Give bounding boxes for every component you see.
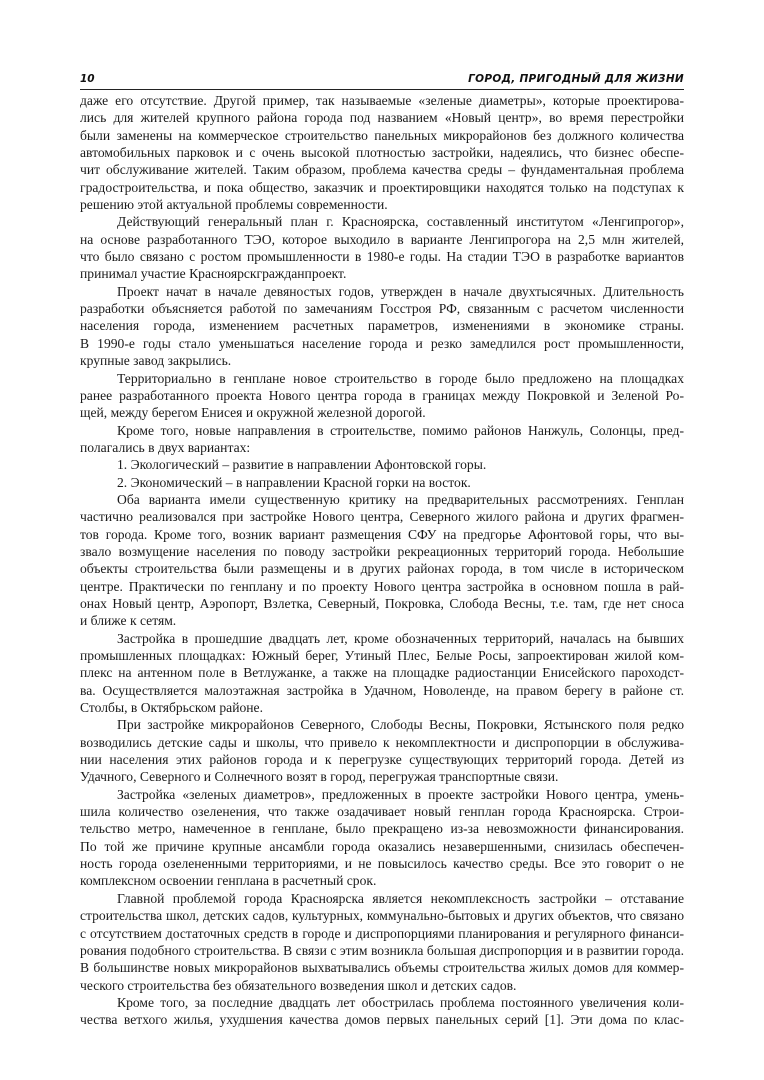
text-line: автомобильных парковок и с очень высокой плотностью застройки, надеялись, что бизнес обеспе- [80,145,684,161]
text-line: чества ветхого жилья, ухудшения качества домов первых панельных серий [1]. Эти дома по клас- [80,1012,684,1028]
page-number: 10 [80,73,95,85]
text-line: что было связано с ростом промышленности в 1980-е годы. На стадии ТЭО в разработке вариантов [80,249,684,265]
text-line: принимал участие Красноярскгражданпроект. [80,266,347,282]
text-line: Оба варианта имели существенную критику на предварительных рассмотрениях. Генплан [117,491,684,507]
text-line: промышленных площадках: Южный берег, Утиный Плес, Белые Росы, запроектирован жилой ком- [80,648,684,663]
text-line: были заменены на коммерческое строительство панельных микрорайонов без должного количества [80,127,684,143]
paragraph [80,422,684,457]
paragraph [80,630,684,717]
running-title: ГОРОД, ПРИГОДНЫЙ ДЛЯ ЖИЗНИ [468,73,684,85]
text-line: на основе разработанного ТЭО, которое выходило в варианте Ленгипрогора на 2,5 млн жителей, [80,231,684,247]
text-line: 1. Экологический – развитие в направлении Афонтовской горы. [117,457,487,473]
text-line: онах Новый центр, Аэропорт, Взлетка, Северный, Покровка, Слобода Весны, т.е. там, где нет сноса [80,595,684,611]
running-header [80,70,684,90]
text-line: решению этой актуальной проблемы современности. [80,197,388,213]
text-line: Главной проблемой города Красноярска является некомплексность застройки – отставание [117,890,684,906]
text-line: центре. Практически по генплану и по проекту Нового центра застройка в основном пошла в рай- [80,578,684,594]
text-line: чит обслуживание жителей. Таким образом, проблема качества среды – фундаментальная проблема [80,162,684,178]
text-line: Застройка в прошедшие двадцать лет, кроме обозначенных территорий, началась на бывших [117,630,684,646]
text-line: В большинстве новых микрорайонов выхватывались объемы строительства жилых домов для коммер- [80,960,684,976]
paragraph [80,994,684,1029]
list-item [80,474,684,491]
text-line: Кроме того, новые направления в строительстве, помимо районов Нанжуль, Солонцы, пред- [117,422,684,438]
text-line: Проект начат в начале девяностых годов, утвержден в начале двухтысячных. Длительность [117,283,684,299]
text-line: с отсутствием достаточных средств в городе и диспропорциями планирования и регулярного финанси- [80,925,684,941]
text-line: Удачного, Северного и Солнечного возят в город, перегружая транспортные связи. [80,769,559,785]
text-line: тов города. Кроме того, возник вариант размещения СФУ на предгорье Афонтовой горы, что вы- [80,526,684,542]
text-line: объекты строительства были размещены и в других районах города, в том числе в историческом [80,561,684,577]
text-line: В 1990-е годы стало уменьшаться население города и резко замедлился рост промышленности, [80,335,684,351]
text-line: ческого строительства без обязательного возведения школ и детских садов. [80,977,517,993]
text-line: полагались в двух вариантах: [80,439,251,455]
text-line: рования подобного строительства. В связи с этим возникла большая диспропорция и в развитии города. [80,942,684,958]
list-item [80,456,684,473]
text-line: щей, между берегом Енисея и окружной железной дорогой. [80,405,426,421]
text-line: лись для жителей крупного района города под названием «Новый центр», во время перестройки [80,110,684,126]
text-line: Застройка «зеленых диаметров», предложенных в проекте застройки Нового центра, умень- [117,786,684,802]
text-line: крупные завод закрылись. [80,353,232,369]
text-line: нии населения этих районов города и к перегрузке существующих территорий города. Детей из [80,752,684,768]
text-line: возводились детские сады и школы, что привело к некомплектности и диспропорции в обслужива- [80,734,684,750]
text-line: частично реализовался при застройке Нового центра, Северного жилого района и других фрагмен- [80,509,684,525]
text-line: тельство метро, намеченное в генплане, было прекращено из-за невозможности финансирования. [80,821,684,837]
paragraph [80,283,684,370]
paragraph [80,491,684,630]
text-line: ва. Осуществляется малоэтажная застройка в Удачном, Новоленде, на правом берегу в районе ст. [80,682,684,698]
page-body-text [80,92,684,1029]
paragraph [80,890,684,994]
text-line: ность города озелененными территориями, и не повысилось качество среды. Все это говорит о не [80,856,684,872]
paragraph [80,786,684,890]
text-line: ранее разработанного проекта Нового центра города в границах между Покровкой и Зеленой Ро- [80,387,684,403]
text-line: населения города, изменением расчетных параметров, изменениями в экономике страны. [80,318,684,334]
text-line: При застройке микрорайонов Северного, Слободы Весны, Покровки, Ястынского поля редко [117,717,684,733]
text-line: Действующий генеральный план г. Красноярска, составленный институтом «Ленгипрогор», [117,214,684,230]
text-line: шила количество озеленения, что также озадачивает новый генплан города Красноярска. Строи- [80,804,684,820]
text-line: звало возмущение населения по поводу застройки рекреационных территорий города. Небольшие [80,543,684,559]
text-line: 2. Экономический – в направлении Красной горки на восток. [117,474,471,490]
text-line: Территориально в генплане новое строительство в городе было предложено на площадках [117,370,684,386]
text-line: градостроительства, и пока общество, заказчик и проектировщики находятся только на подступах к [80,179,684,195]
paragraph [80,213,684,282]
text-line: и ближе к сетям. [80,613,177,629]
text-line: разработки объясняется работой по замечаниям Госстроя РФ, связанным с расчетом численности [80,301,684,317]
paragraph [80,716,684,785]
text-line: строительства школ, детских садов, культурных, коммунально-бытовых и других объектов, что связано [80,908,684,924]
text-line: Кроме того, за последние двадцать лет обострилась проблема постоянного увеличения коли- [117,994,684,1010]
text-line: комплексном освоении генплана в расчетный срок. [80,873,377,889]
paragraph [80,370,684,422]
text-line: Столбы, в Октябрьском районе. [80,700,263,716]
text-line: плекс на антенном поле в Ветлужанке, а также на площадке радиостанции Енисейского пароходст- [80,665,684,681]
paragraph [80,92,684,213]
text-line: По той же причине крупные ансамбли города оказались незавершенными, снизилась обеспечен- [80,838,684,854]
text-line: даже его отсутствие. Другой пример, так называемые «зеленые диаметры», которые проектирова- [80,93,684,108]
